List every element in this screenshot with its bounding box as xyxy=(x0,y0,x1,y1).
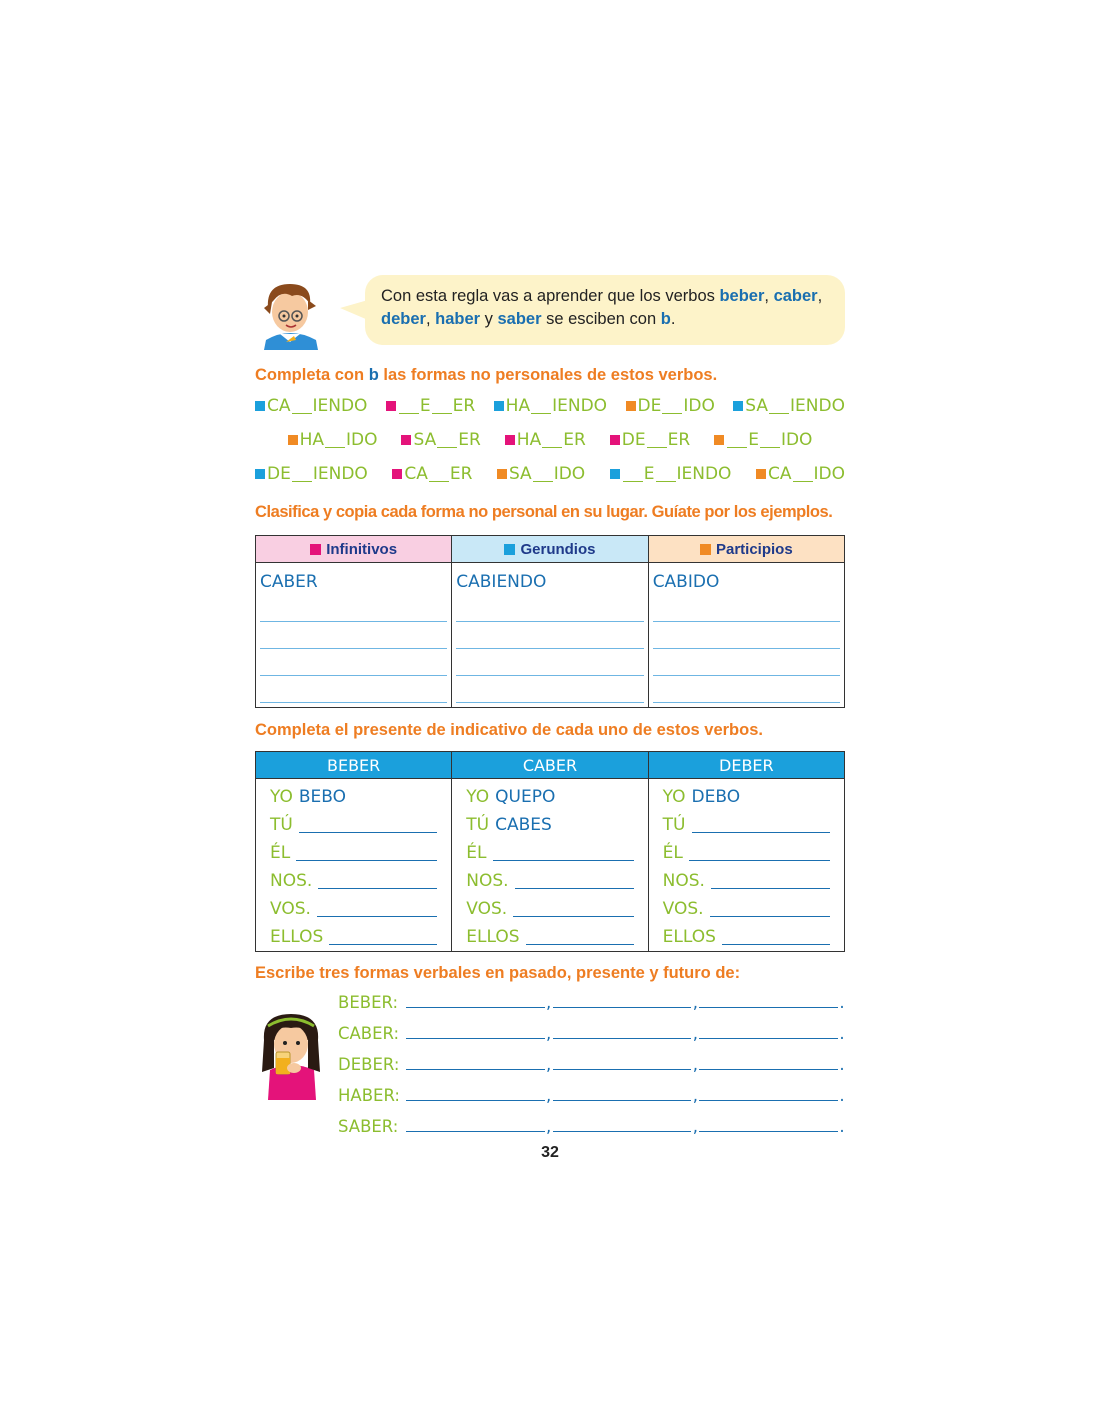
pronoun: ÉL xyxy=(466,843,487,863)
conjugation-table xyxy=(255,751,845,952)
answer-line[interactable] xyxy=(699,1131,838,1132)
answer-line[interactable] xyxy=(406,1038,545,1039)
punctuation: , xyxy=(692,993,698,1012)
pronoun: ÉL xyxy=(270,843,291,863)
tense-row xyxy=(338,1019,846,1043)
blank-gap[interactable] xyxy=(399,399,419,414)
pronoun: ELLOS xyxy=(662,927,716,947)
answer-line[interactable] xyxy=(260,595,447,622)
example-gerundio: CABIENDO xyxy=(456,572,547,592)
fill-word[interactable]: SA IDO xyxy=(497,464,585,484)
fill-word[interactable]: HA IDO xyxy=(288,430,378,450)
answer-line[interactable] xyxy=(553,1038,692,1039)
verb-form: QUEPO xyxy=(495,787,556,807)
pronoun: YO xyxy=(662,787,686,807)
answer-line[interactable] xyxy=(299,832,437,833)
orange-square-icon xyxy=(288,435,298,445)
conj-row xyxy=(466,895,633,923)
conj-row xyxy=(663,839,830,867)
punctuation: , xyxy=(546,1117,552,1136)
verb-label: DEBER: xyxy=(338,1055,400,1074)
fill-word[interactable]: CA ER xyxy=(392,464,472,484)
cyan-square-icon xyxy=(255,401,265,411)
pronoun: VOS. xyxy=(662,899,704,919)
punctuation: , xyxy=(546,993,552,1012)
exercise4-instruction: Escribe tres formas verbales en pasado, presente y futuro de: xyxy=(255,964,741,982)
fill-word[interactable]: E IDO xyxy=(714,430,812,450)
conj-row xyxy=(663,923,830,951)
punctuation: , xyxy=(692,1024,698,1043)
header-deber: DEBER xyxy=(648,752,844,779)
cyan-square-icon xyxy=(494,401,504,411)
answer-line[interactable] xyxy=(653,595,840,622)
example-infinitivo: CABER xyxy=(260,572,318,592)
punctuation: . xyxy=(839,993,845,1012)
pronoun: TÚ xyxy=(466,815,490,835)
conj-row xyxy=(663,783,830,811)
fill-word[interactable]: E ER xyxy=(386,396,475,416)
conj-row xyxy=(466,923,633,951)
tense-row xyxy=(338,1050,846,1074)
answer-line[interactable] xyxy=(406,1100,545,1101)
punctuation: , xyxy=(692,1086,698,1105)
punctuation: , xyxy=(692,1117,698,1136)
answer-line[interactable] xyxy=(296,860,437,861)
fill-word[interactable]: CA IDO xyxy=(756,464,845,484)
answer-line[interactable] xyxy=(722,944,830,945)
page-number: 32 xyxy=(541,1144,559,1161)
conj-row xyxy=(270,839,437,867)
blank-gap[interactable] xyxy=(769,399,789,414)
answer-line[interactable] xyxy=(318,888,437,889)
blank-gap[interactable] xyxy=(760,433,780,448)
cyan-square-icon xyxy=(255,469,265,479)
blank-gap[interactable] xyxy=(429,467,449,482)
punctuation: , xyxy=(692,1055,698,1074)
answer-line[interactable] xyxy=(699,1100,838,1101)
exercise1-instruction: Completa con b las formas no personales de estos verbos. xyxy=(255,366,718,384)
exercise3-instruction: Completa el presente de indicativo de cada uno de estos verbos. xyxy=(255,721,763,739)
magenta-square-icon xyxy=(386,401,396,411)
blank-gap[interactable] xyxy=(727,433,747,448)
fill-word[interactable]: HA IENDO xyxy=(494,396,607,416)
girl-drinking-icon xyxy=(258,1010,324,1104)
punctuation: . xyxy=(839,1086,845,1105)
orange-square-icon xyxy=(626,401,636,411)
header-gerundios: Gerundios xyxy=(452,536,648,563)
verb-form: CABES xyxy=(495,815,552,835)
blank-gap[interactable] xyxy=(647,433,667,448)
fill-word[interactable]: E IENDO xyxy=(610,464,732,484)
conj-row xyxy=(270,811,437,839)
answer-line[interactable] xyxy=(699,1007,838,1008)
punctuation: . xyxy=(839,1024,845,1043)
orange-square-icon xyxy=(497,469,507,479)
pronoun: ÉL xyxy=(662,843,683,863)
fill-word[interactable]: SA ER xyxy=(401,430,480,450)
answer-line[interactable] xyxy=(553,1131,692,1132)
answer-line[interactable] xyxy=(711,888,830,889)
conj-row xyxy=(663,895,830,923)
blank-gap[interactable] xyxy=(793,467,813,482)
answer-line[interactable] xyxy=(456,595,643,622)
verb-label: SABER: xyxy=(338,1117,399,1136)
pronoun: ELLOS xyxy=(270,927,324,947)
conj-column xyxy=(256,779,452,952)
orange-square-icon xyxy=(714,435,724,445)
word-row-2 xyxy=(255,430,845,450)
blank-gap[interactable] xyxy=(623,467,643,482)
magenta-square-icon xyxy=(610,435,620,445)
magenta-square-icon xyxy=(505,435,515,445)
pronoun: NOS. xyxy=(270,871,313,891)
letter-b: b xyxy=(660,310,671,328)
intro-text: Con esta regla vas a aprender que los verbos beber, caber, deber, haber y saber se esciben con b. xyxy=(381,287,823,328)
punctuation: . xyxy=(839,1055,845,1074)
example-participio: CABIDO xyxy=(652,572,720,592)
header-participios: Participios xyxy=(648,536,844,563)
punctuation: , xyxy=(546,1024,552,1043)
fill-word[interactable]: DE IDO xyxy=(626,396,715,416)
verb-deber: deber xyxy=(381,310,426,328)
answer-line[interactable] xyxy=(493,860,634,861)
answer-line[interactable] xyxy=(260,649,447,676)
fill-word[interactable]: SA IENDO xyxy=(733,396,845,416)
orange-square-icon xyxy=(756,469,766,479)
answer-line[interactable] xyxy=(699,1069,838,1070)
verb-saber: saber xyxy=(497,310,542,328)
word-row-3 xyxy=(255,464,845,484)
answer-line[interactable] xyxy=(406,1069,545,1070)
answer-line[interactable] xyxy=(553,1100,692,1101)
conj-row xyxy=(270,783,437,811)
conj-row xyxy=(270,895,437,923)
conj-column xyxy=(648,779,844,952)
pronoun: VOS. xyxy=(466,899,508,919)
blank-gap[interactable] xyxy=(292,467,312,482)
blank-gap[interactable] xyxy=(432,399,452,414)
answer-line[interactable] xyxy=(317,916,437,917)
verb-form: BEBO xyxy=(298,787,346,807)
answer-line[interactable] xyxy=(406,1131,545,1132)
verb-form: DEBO xyxy=(691,787,741,807)
punctuation: , xyxy=(546,1086,552,1105)
answer-line[interactable] xyxy=(653,676,840,703)
answer-line[interactable] xyxy=(456,676,643,703)
word-row-1 xyxy=(255,396,845,416)
blank-gap[interactable] xyxy=(533,467,553,482)
blank-gap[interactable] xyxy=(437,433,457,448)
answer-line[interactable] xyxy=(515,888,634,889)
verb-label: CABER: xyxy=(338,1024,400,1043)
fill-word[interactable]: DE IENDO xyxy=(255,464,368,484)
conj-row xyxy=(466,811,633,839)
answer-line[interactable] xyxy=(710,916,830,917)
pronoun: TÚ xyxy=(662,815,686,835)
pronoun: NOS. xyxy=(662,871,705,891)
pronoun: VOS. xyxy=(270,899,311,919)
conj-row xyxy=(663,867,830,895)
answer-line[interactable] xyxy=(553,1069,692,1070)
punctuation: , xyxy=(546,1055,552,1074)
speech-bubble-tail xyxy=(340,300,368,320)
pronoun: NOS. xyxy=(466,871,509,891)
answer-line[interactable] xyxy=(526,944,634,945)
magenta-square-icon xyxy=(401,435,411,445)
tense-row xyxy=(338,1112,846,1136)
answer-line[interactable] xyxy=(456,622,643,649)
cyan-square-icon xyxy=(733,401,743,411)
fill-word[interactable]: CA IENDO xyxy=(255,396,367,416)
punctuation: . xyxy=(839,1117,845,1136)
verb-label: HABER: xyxy=(338,1086,400,1105)
conj-row xyxy=(466,867,633,895)
blank-gap[interactable] xyxy=(656,467,676,482)
cyan-square-icon xyxy=(610,469,620,479)
answer-line[interactable] xyxy=(692,832,831,833)
answer-line[interactable] xyxy=(689,860,830,861)
verb-label: BEBER: xyxy=(338,993,399,1012)
answer-line[interactable] xyxy=(553,1007,692,1008)
answer-line[interactable] xyxy=(329,944,437,945)
fill-word[interactable]: HA ER xyxy=(505,430,586,450)
answer-line[interactable] xyxy=(456,649,643,676)
conj-row xyxy=(466,783,633,811)
tense-row xyxy=(338,988,846,1012)
fill-word[interactable]: DE ER xyxy=(610,430,690,450)
blank-gap[interactable] xyxy=(292,399,312,414)
classification-table xyxy=(255,535,845,708)
verb-haber: haber xyxy=(435,310,481,328)
boy-mascot-icon xyxy=(256,278,324,350)
conj-row xyxy=(270,923,437,951)
answer-line[interactable] xyxy=(406,1007,545,1008)
verb-beber: beber xyxy=(719,287,765,305)
pronoun: TÚ xyxy=(270,815,293,835)
pronoun: ELLOS xyxy=(466,927,520,947)
blank-gap[interactable] xyxy=(325,433,345,448)
header-caber: CABER xyxy=(452,752,648,779)
answer-line[interactable] xyxy=(513,916,633,917)
blank-gap[interactable] xyxy=(531,399,551,414)
magenta-square-icon xyxy=(392,469,402,479)
blank-gap[interactable] xyxy=(662,399,682,414)
conj-row xyxy=(466,839,633,867)
tense-row xyxy=(338,1081,846,1105)
pronoun: YO xyxy=(466,787,490,807)
answer-line[interactable] xyxy=(260,676,447,703)
header-beber: BEBER xyxy=(256,752,452,779)
answer-line[interactable] xyxy=(260,622,447,649)
blank-gap[interactable] xyxy=(542,433,562,448)
conj-row xyxy=(663,811,830,839)
answer-line[interactable] xyxy=(653,622,840,649)
verb-caber: caber xyxy=(773,287,818,305)
answer-line[interactable] xyxy=(699,1038,838,1039)
answer-line[interactable] xyxy=(653,649,840,676)
conj-row xyxy=(270,867,437,895)
header-infinitivos: Infinitivos xyxy=(256,536,452,563)
conj-column xyxy=(452,779,648,952)
exercise2-instruction: Clasifica y copia cada forma no personal en su lugar. Guíate por los ejemplos. xyxy=(255,503,833,521)
pronoun: YO xyxy=(270,787,293,807)
